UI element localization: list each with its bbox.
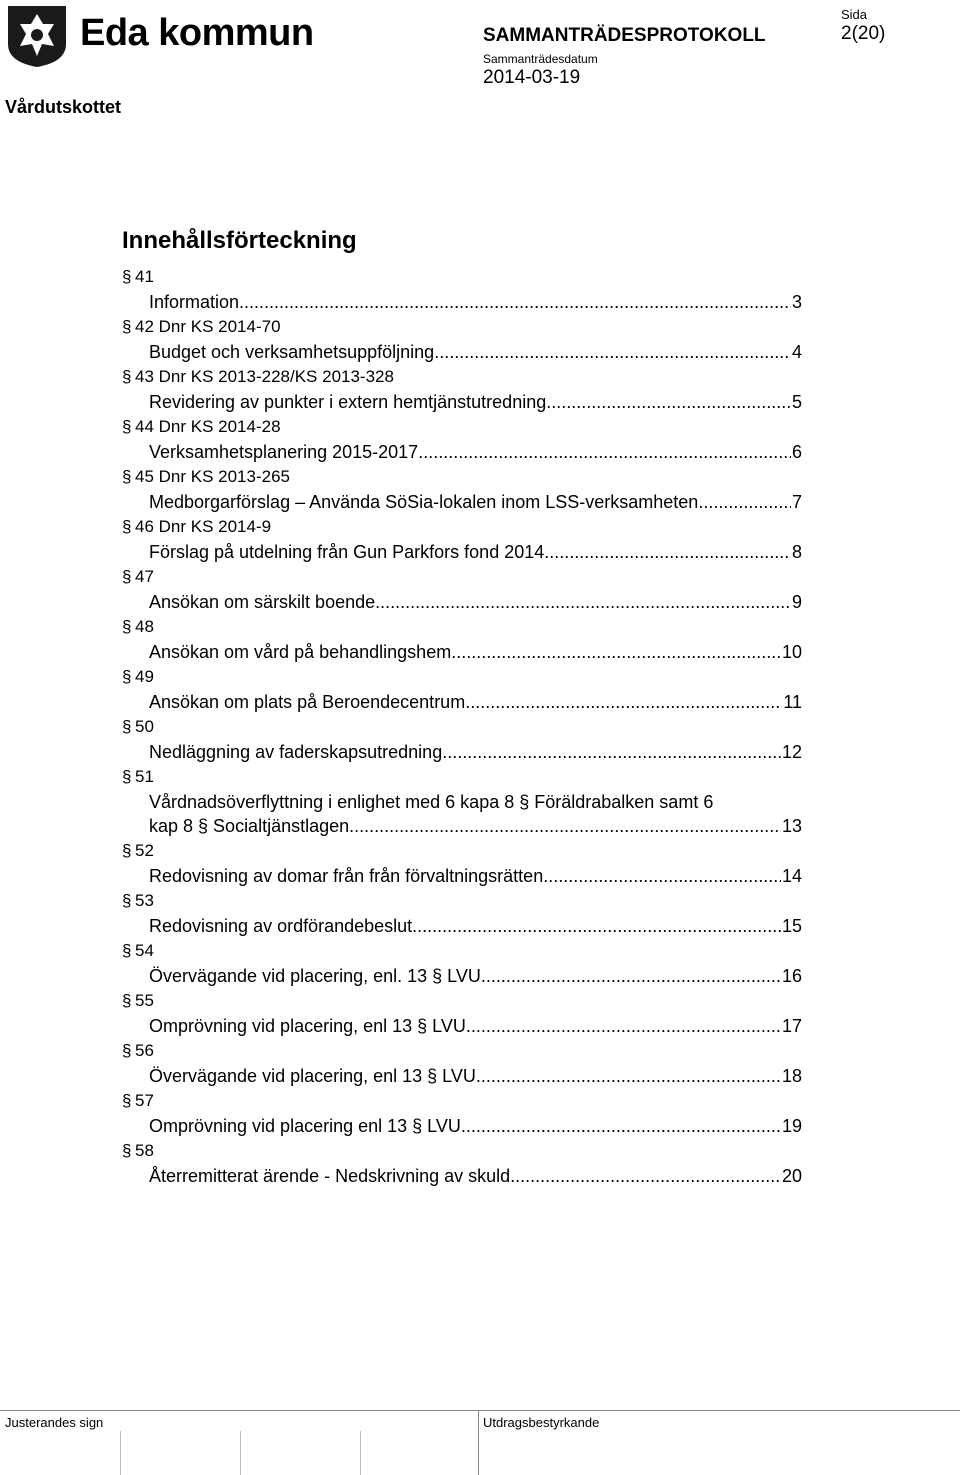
toc-entry-title-row bbox=[149, 1064, 802, 1088]
toc-entry-number bbox=[122, 314, 802, 340]
toc-entry-title-line: Vårdnadsöverflyttning i enlighet med 6 kapa 8 § Föräldrabalken samt 6 bbox=[149, 792, 714, 812]
toc-entry-page: 14 bbox=[781, 866, 802, 886]
toc-entry[interactable] bbox=[122, 1138, 802, 1188]
toc-entry-number-text: 51 bbox=[135, 767, 154, 786]
section-symbol: § bbox=[122, 941, 132, 960]
toc-entry-title: Medborgarförslag – Använda SöSia-lokalen inom LSS-verksamheten bbox=[149, 492, 699, 512]
toc-entry-title-row bbox=[149, 690, 802, 714]
dot-leader bbox=[546, 390, 791, 414]
toc-entry-title: Redovisning av ordförandebeslut bbox=[149, 916, 413, 936]
signature-box-divider bbox=[120, 1431, 121, 1475]
toc-entry-number bbox=[122, 1138, 802, 1164]
section-symbol: § bbox=[122, 367, 132, 386]
toc-entry-number bbox=[122, 514, 802, 540]
dot-leader bbox=[481, 964, 781, 988]
toc-entry-title-row bbox=[149, 640, 802, 664]
toc-entry[interactable] bbox=[122, 1088, 802, 1138]
dot-leader bbox=[451, 640, 781, 664]
toc-entry[interactable] bbox=[122, 764, 802, 838]
toc-entry-number-text: 56 bbox=[135, 1041, 154, 1060]
section-symbol: § bbox=[122, 567, 132, 586]
toc-entry-number bbox=[122, 1088, 802, 1114]
toc-entry-page: 18 bbox=[781, 1066, 802, 1086]
toc-entry-page: 15 bbox=[781, 916, 802, 936]
toc-entry-number-text: 50 bbox=[135, 717, 154, 736]
dot-leader bbox=[465, 690, 782, 714]
toc-entry-title: Omprövning vid placering enl 13 § LVU bbox=[149, 1116, 461, 1136]
page-label: Sida bbox=[841, 7, 868, 22]
section-symbol: § bbox=[122, 467, 132, 486]
section-symbol: § bbox=[122, 1041, 132, 1060]
toc-entry-title-row bbox=[149, 964, 802, 988]
toc-entry-number-text: 41 bbox=[135, 267, 154, 286]
municipality-logo bbox=[6, 4, 68, 68]
toc-entry-number-text: 53 bbox=[135, 891, 154, 910]
table-of-contents bbox=[122, 264, 802, 1188]
section-symbol: § bbox=[122, 767, 132, 786]
toc-entry-title: Verksamhetsplanering 2015-2017 bbox=[149, 442, 419, 462]
date-label: Sammanträdesdatum bbox=[483, 52, 598, 66]
toc-entry-number bbox=[122, 838, 802, 864]
toc-entry-number bbox=[122, 264, 802, 290]
toc-entry[interactable] bbox=[122, 364, 802, 414]
toc-entry[interactable] bbox=[122, 464, 802, 514]
toc-entry[interactable] bbox=[122, 564, 802, 614]
toc-entry-number-text: 49 bbox=[135, 667, 154, 686]
toc-entry-title: kap 8 § Socialtjänstlagen bbox=[149, 816, 350, 836]
toc-entry-page: 5 bbox=[791, 392, 802, 412]
toc-entry-number bbox=[122, 614, 802, 640]
section-symbol: § bbox=[122, 517, 132, 536]
toc-entry-number-text: 54 bbox=[135, 941, 154, 960]
toc-entry-number-text: 58 bbox=[135, 1141, 154, 1160]
toc-entry-number bbox=[122, 664, 802, 690]
dot-leader bbox=[510, 1164, 781, 1188]
page-number: 2(20) bbox=[841, 23, 886, 44]
toc-entry-title-row bbox=[149, 864, 802, 888]
toc-entry-title: Ansökan om vård på behandlingshem bbox=[149, 642, 452, 662]
toc-entry[interactable] bbox=[122, 988, 802, 1038]
toc-entry[interactable] bbox=[122, 414, 802, 464]
toc-entry-page: 3 bbox=[791, 292, 802, 312]
dot-leader bbox=[412, 914, 781, 938]
section-symbol: § bbox=[122, 417, 132, 436]
toc-entry-title: Revidering av punkter i extern hemtjänstutredning bbox=[149, 392, 547, 412]
toc-entry-page: 19 bbox=[781, 1116, 802, 1136]
toc-entry-number bbox=[122, 988, 802, 1014]
toc-entry-number bbox=[122, 938, 802, 964]
toc-entry-title-row bbox=[149, 1014, 802, 1038]
brand-name: Eda kommun bbox=[80, 12, 314, 54]
dot-leader bbox=[698, 490, 791, 514]
toc-entry-page: 10 bbox=[781, 642, 802, 662]
section-symbol: § bbox=[122, 1141, 132, 1160]
toc-entry[interactable] bbox=[122, 614, 802, 664]
dot-leader bbox=[476, 1064, 781, 1088]
utdragsbestyrkande-label: Utdragsbestyrkande bbox=[483, 1415, 600, 1430]
justerandes-sign-label: Justerandes sign bbox=[5, 1415, 104, 1430]
toc-entry-number-text: 46 Dnr KS 2014-9 bbox=[135, 517, 272, 536]
section-symbol: § bbox=[122, 717, 132, 736]
toc-entry-number-text: 57 bbox=[135, 1091, 154, 1110]
toc-entry-title-row bbox=[149, 540, 802, 564]
toc-entry-title: Ansökan om särskilt boende bbox=[149, 592, 376, 612]
toc-entry-number bbox=[122, 1038, 802, 1064]
toc-entry-title-row bbox=[149, 340, 802, 364]
toc-entry[interactable] bbox=[122, 1038, 802, 1088]
toc-entry-title-row bbox=[149, 1164, 802, 1188]
dot-leader bbox=[442, 740, 781, 764]
toc-entry-title-row bbox=[149, 390, 802, 414]
toc-entry-title-row bbox=[149, 440, 802, 464]
toc-entry-page: 8 bbox=[791, 542, 802, 562]
dot-leader bbox=[466, 1014, 781, 1038]
toc-entry-number-text: 43 Dnr KS 2013-228/KS 2013-328 bbox=[135, 367, 394, 386]
toc-entry-title: Information bbox=[149, 292, 240, 312]
toc-entry-page: 9 bbox=[791, 592, 802, 612]
toc-entry-title-row bbox=[149, 740, 802, 764]
toc-entry-title: Återremitterat ärende - Nedskrivning av skuld bbox=[149, 1166, 511, 1186]
toc-entry-title-row bbox=[149, 490, 802, 514]
toc-entry-page: 12 bbox=[781, 742, 802, 762]
toc-entry-title-row bbox=[149, 814, 802, 838]
toc-entry-number bbox=[122, 364, 802, 390]
toc-entry-title: Ansökan om plats på Beroendecentrum bbox=[149, 692, 466, 712]
toc-entry-title-row bbox=[149, 290, 802, 314]
toc-entry-page: 16 bbox=[781, 966, 802, 986]
toc-entry[interactable] bbox=[122, 514, 802, 564]
footer bbox=[0, 1410, 960, 1475]
dot-leader bbox=[544, 540, 791, 564]
toc-entry-number-text: 47 bbox=[135, 567, 154, 586]
toc-entry[interactable] bbox=[122, 888, 802, 938]
toc-entry[interactable] bbox=[122, 838, 802, 888]
date-value: 2014-03-19 bbox=[483, 67, 581, 88]
toc-entry-title: Övervägande vid placering, enl 13 § LVU bbox=[149, 1066, 476, 1086]
toc-entry[interactable] bbox=[122, 938, 802, 988]
section-symbol: § bbox=[122, 891, 132, 910]
toc-entry[interactable] bbox=[122, 714, 802, 764]
document-type: SAMMANTRÄDESPROTOKOLL bbox=[483, 25, 766, 46]
dot-leader bbox=[375, 590, 791, 614]
department-name: Vårdutskottet bbox=[5, 97, 122, 117]
toc-entry-title: Omprövning vid placering, enl 13 § LVU bbox=[149, 1016, 466, 1036]
toc-entry-title-row bbox=[149, 914, 802, 938]
toc-entry-page: 13 bbox=[781, 816, 802, 836]
footer-divider bbox=[478, 1411, 479, 1475]
section-symbol: § bbox=[122, 991, 132, 1010]
dot-leader bbox=[349, 814, 781, 838]
toc-entry-title: Redovisning av domar från från förvaltningsrätten bbox=[149, 866, 544, 886]
toc-entry-page: 20 bbox=[781, 1166, 802, 1186]
toc-entry-title: Övervägande vid placering, enl. 13 § LVU bbox=[149, 966, 481, 986]
toc-entry-page: 17 bbox=[781, 1016, 802, 1036]
toc-entry-number-text: 45 Dnr KS 2013-265 bbox=[135, 467, 290, 486]
signature-box-divider bbox=[240, 1431, 241, 1475]
toc-entry[interactable] bbox=[122, 314, 802, 364]
section-symbol: § bbox=[122, 1091, 132, 1110]
dot-leader bbox=[461, 1114, 781, 1138]
toc-entry-number bbox=[122, 464, 802, 490]
toc-entry-number bbox=[122, 414, 802, 440]
toc-entry-page: 6 bbox=[791, 442, 802, 462]
toc-entry-number bbox=[122, 714, 802, 740]
section-symbol: § bbox=[122, 841, 132, 860]
dot-leader bbox=[239, 290, 791, 314]
section-symbol: § bbox=[122, 267, 132, 286]
toc-entry-number bbox=[122, 764, 802, 790]
toc-entry-number bbox=[122, 564, 802, 590]
toc-entry-number-text: 48 bbox=[135, 617, 154, 636]
toc-entry-number-text: 55 bbox=[135, 991, 154, 1010]
toc-entry-number-text: 44 Dnr KS 2014-28 bbox=[135, 417, 281, 436]
toc-entry-number-text: 52 bbox=[135, 841, 154, 860]
toc-entry-page: 7 bbox=[791, 492, 802, 512]
toc-entry-title: Budget och verksamhetsuppföljning bbox=[149, 342, 435, 362]
signature-box-divider bbox=[360, 1431, 361, 1475]
section-symbol: § bbox=[122, 617, 132, 636]
dot-leader bbox=[543, 864, 781, 888]
toc-entry-page: 4 bbox=[791, 342, 802, 362]
toc-entry-number-text: 42 Dnr KS 2014-70 bbox=[135, 317, 281, 336]
section-symbol: § bbox=[122, 667, 132, 686]
toc-entry-title-row bbox=[149, 590, 802, 614]
toc-entry-page: 11 bbox=[783, 692, 802, 712]
dot-leader bbox=[434, 340, 791, 364]
dot-leader bbox=[418, 440, 791, 464]
toc-entry-title: Nedläggning av faderskapsutredning bbox=[149, 742, 443, 762]
toc-entry[interactable] bbox=[122, 664, 802, 714]
section-symbol: § bbox=[122, 317, 132, 336]
toc-heading: Innehållsförteckning bbox=[122, 227, 357, 254]
toc-entry-number bbox=[122, 888, 802, 914]
toc-entry[interactable] bbox=[122, 264, 802, 314]
toc-entry-title: Förslag på utdelning från Gun Parkfors fond 2014 bbox=[149, 542, 545, 562]
toc-entry-title-row bbox=[149, 1114, 802, 1138]
